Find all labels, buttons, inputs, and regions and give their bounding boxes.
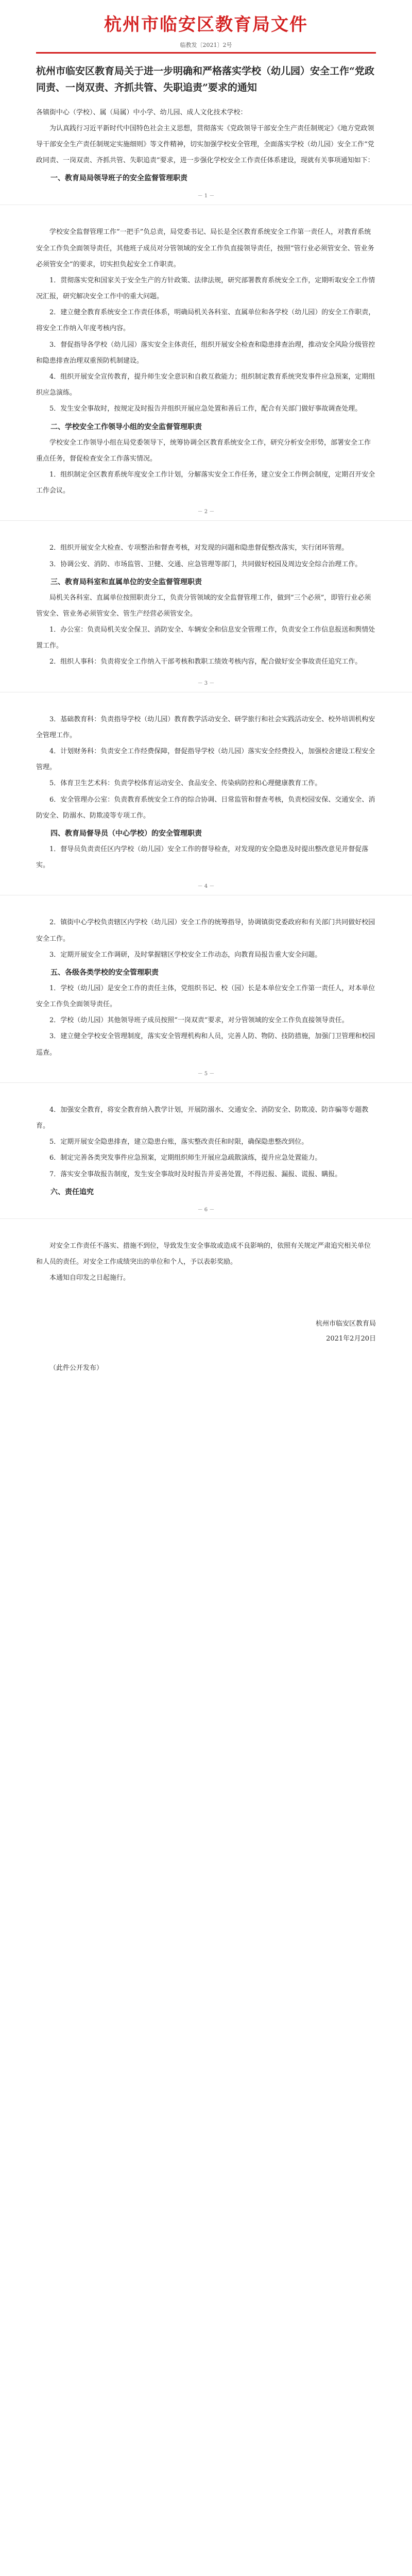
- page-number: － 6 －: [197, 1207, 215, 1213]
- paragraph: 1．学校（幼儿园）是安全工作的责任主体，党组织书记、校（园）长是本单位安全工作第一责任人，对本单位安全工作负全面领导责任。: [36, 984, 375, 1009]
- paragraph: 学校安全监督管理工作“一把手”负总责，局党委书记、局长是全区教育系统安全工作第一责任人，对教育系统安全工作负全面领导责任，其他班子成员对分管领域的安全工作负直接领导责任，按照“管行业必须管安全、管业务必须管安全”的要求，切实担负起安全工作职责。: [36, 228, 374, 268]
- section-heading-5: 五、各级各类学校的安全管理职责: [50, 968, 159, 977]
- paragraph: 7．落实安全事故报告制度，发生安全事故时及时报告并妥善处置，不得迟报、漏报、谎报、瞒报。: [49, 1170, 342, 1178]
- paragraph: 1．组织制定全区教育系统年度安全工作计划，分解落实安全工作任务，建立安全工作例会制度，定期召开安全工作会议。: [36, 470, 375, 495]
- page-number: － 4 －: [197, 884, 215, 890]
- paragraph: 4．加强安全教育，将安全教育纳入教学计划，开展防溺水、交通安全、消防安全、防欺凌、防诈骗等专题教育。: [36, 1106, 369, 1130]
- page-break: [0, 188, 412, 219]
- publication-note: （此件公开发布）: [49, 1364, 104, 1372]
- paragraph: 2．镇街中心学校负责辖区内学校（幼儿园）安全工作的统筹指导，协调镇街党委政府和有关部门共同做好校园安全工作。: [36, 919, 375, 943]
- intro-paragraph: 为认真践行习近平新时代中国特色社会主义思想，贯彻落实《党政领导干部安全生产责任制规定》《地方党政领导干部安全生产责任制规定实施细则》等文件精神，切实加强学校安全管理，全面落实学校（幼儿园）安全工作“党政同责、一岗双责、齐抓共管、失职追责”要求，进一步强化学校安全工作责任体系建设，现就有关事项通知如下：: [36, 124, 374, 165]
- paragraph: 对安全工作责任不落实、措施不到位，导致发生安全事故或造成不良影响的，依照有关规定严肃追究相关单位和人员的责任。对安全工作成绩突出的单位和个人，予以表彰奖励。: [36, 1242, 371, 1266]
- signature-block: [36, 1317, 376, 1346]
- paragraph: 1．督导员负责责任区内学校（幼儿园）安全工作的督导检查，对发现的安全隐患及时提出整改意见并督促落实。: [36, 845, 369, 870]
- page-break: [0, 878, 412, 909]
- section-heading-3: 三、教育局科室和直属单位的安全监督管理职责: [50, 578, 202, 586]
- paragraph: 6．制定完善各类突发事件应急预案，定期组织师生开展应急疏散演练，提升应急处置能力。: [49, 1154, 322, 1162]
- paragraph: 2．组织人事科：负责将安全工作纳入干部考核和教职工绩效考核内容，配合做好安全事故责任追究工作。: [49, 658, 362, 666]
- paragraph: 局机关各科室、直属单位按照职责分工，负责分管领域的安全监督管理工作，做到“三个必须”，即管行业必须管安全、管业务必须管安全、管生产经营必须管安全。: [36, 594, 371, 618]
- notice-title: 杭州市临安区教育局关于进一步明确和严格落实学校（幼儿园）安全工作“党政同责、一岗双责、齐抓共管、失职追责”要求的通知: [36, 65, 374, 94]
- paragraph: 5．发生安全事故时，按规定及时报告并组织开展应急处置和善后工作，配合有关部门做好事故调查处理。: [49, 405, 362, 413]
- paragraph: 2．建立健全教育系统安全工作责任体系，明确局机关各科室、直属单位和各学校（幼儿园）的安全工作职责，将安全工作纳入年度考核内容。: [36, 309, 375, 333]
- paragraph: 6．安全管理办公室：负责教育系统安全工作的综合协调、日常监管和督查考核，负责校园安保、交通安全、消防安全、防溺水、防欺凌等专项工作。: [36, 795, 375, 820]
- paragraph: 3．协调公安、消防、市场监管、卫健、交通、应急管理等部门，共同做好校园及周边安全综合治理工作。: [49, 560, 362, 568]
- signature-date: 2021年2月20日: [326, 1334, 376, 1343]
- red-header-rule: [36, 52, 376, 54]
- page-break: [0, 504, 412, 535]
- paragraph: 3．基础教育科：负责指导学校（幼儿园）教育教学活动安全、研学旅行和社会实践活动安全、校外培训机构安全管理工作。: [36, 715, 375, 739]
- addressee: 各镇街中心（学校）、属（局属）中小学、幼儿园、成人文化技术学校：: [36, 108, 247, 116]
- page-break: [0, 675, 412, 706]
- page-number: － 1 －: [197, 193, 215, 199]
- paragraph: 3．定期开展安全工作调研，及时掌握辖区学校安全工作动态，向教育局报告重大安全问题。: [49, 951, 322, 959]
- page-break: [0, 1202, 412, 1233]
- paragraph: 本通知自印发之日起施行。: [49, 1274, 130, 1282]
- section-heading-1: 一、教育局局领导班子的安全监督管理职责: [50, 174, 187, 183]
- paragraph: 3．建立健全学校安全管理制度，落实安全管理机构和人员，完善人防、物防、技防措施，加强门卫管理和校园巡查。: [36, 1032, 375, 1057]
- page-number: － 5 －: [197, 1071, 215, 1077]
- document-header-title: 杭州市临安区教育局文件: [104, 14, 308, 35]
- paragraph: 5．定期开展安全隐患排查，建立隐患台账，落实整改责任和时限，确保隐患整改到位。: [49, 1138, 308, 1146]
- paragraph: 3．督促指导各学校（幼儿园）落实安全主体责任，组织开展安全检查和隐患排查治理，推动安全风险分级管控和隐患排查治理双重预防机制建设。: [36, 341, 375, 365]
- paragraph: 4．计划财务科：负责安全工作经费保障，督促指导学校（幼儿园）落实安全经费投入，加强校舍建设工程安全管理。: [36, 748, 375, 772]
- document-number: 临教发〔2021〕2号: [180, 42, 232, 48]
- page-number: － 3 －: [197, 680, 215, 686]
- section-heading-2: 二、学校安全工作领导小组的安全监督管理职责: [50, 422, 202, 431]
- paragraph: 1．办公室：负责局机关安全保卫、消防安全、车辆安全和信息安全管理工作，负责安全工作信息报送和舆情处置工作。: [36, 626, 375, 650]
- paragraph: 2．学校（幼儿园）其他领导班子成员按照“一岗双责”要求，对分管领域的安全工作负直接领导责任。: [49, 1016, 349, 1025]
- paragraph: 2．组织开展安全大检查、专项整治和督查考核，对发现的问题和隐患督促整改落实，实行闭环管理。: [49, 544, 349, 552]
- section-heading-4: 四、教育局督导员（中心学校）的安全管理职责: [50, 829, 202, 838]
- paragraph: 5．体育卫生艺术科：负责学校体育运动安全、食品安全、传染病防控和心理健康教育工作。: [49, 779, 322, 788]
- paragraph: 4．组织开展安全宣传教育，提升师生安全意识和自救互救能力；组织制定教育系统突发事件应急预案，定期组织应急演练。: [36, 373, 375, 397]
- page-break: [0, 1066, 412, 1097]
- page-number: － 2 －: [197, 509, 215, 515]
- section-heading-6: 六、责任追究: [50, 1188, 94, 1196]
- paragraph: 学校安全工作领导小组在局党委领导下，统筹协调全区教育系统安全工作，研究分析安全形势，部署安全工作重点任务，督促检查安全工作落实情况。: [36, 438, 371, 463]
- paragraph: 1．贯彻落实党和国家关于安全生产的方针政策、法律法规，研究部署教育系统安全工作，定期听取安全工作情况汇报，研究解决安全工作中的重大问题。: [36, 276, 375, 301]
- signature-org: 杭州市临安区教育局: [315, 1320, 376, 1328]
